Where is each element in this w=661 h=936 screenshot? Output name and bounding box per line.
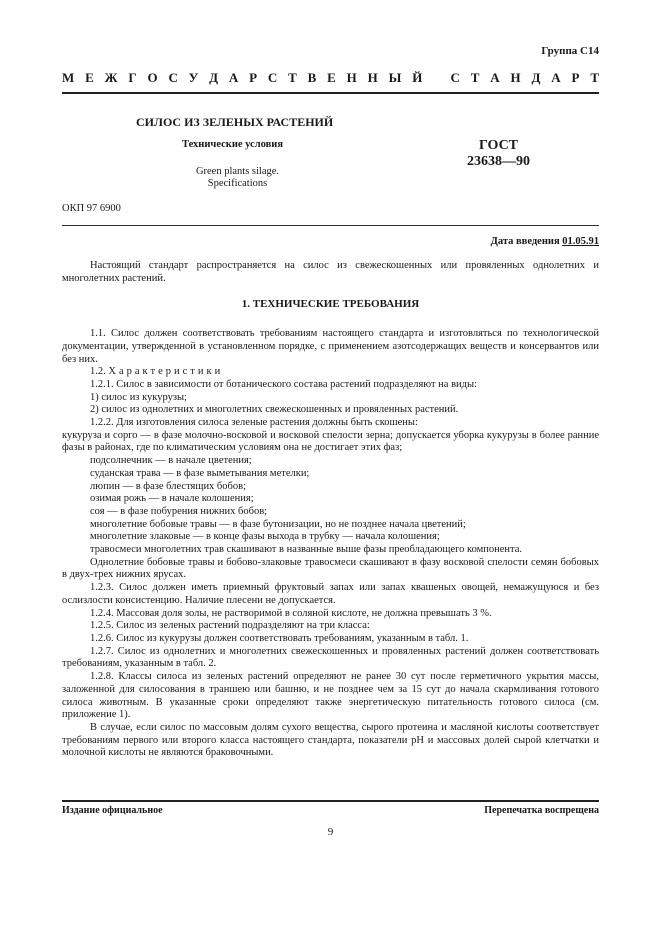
paragraph-1-2-6: 1.2.6. Силос из кукурузы должен соответствовать требованиям, указанным в табл. 1. (90, 632, 469, 644)
paragraph-1-2-7: 1.2.7. Силос из однолетних и многолетних свежескошенных и провяленных растений должен соответствовать требованиям, указанным в табл. 2. (62, 645, 599, 670)
banner-letter (433, 70, 440, 86)
footer-rule (62, 800, 599, 802)
banner-letter: Д (209, 70, 219, 85)
banner-letter: Н (346, 70, 357, 85)
reprint-prohibited-label: Перепечатка воспрещена (484, 805, 599, 816)
paragraph-1-2-4: 1.2.4. Массовая доля золы, не растворимой в соляной кислоте, не должна превышать 3 %. (90, 607, 492, 619)
banner-letter: В (307, 70, 317, 85)
banner-letter: А (228, 70, 239, 85)
banner-letter: Н (367, 70, 378, 85)
banner-letter: Е (327, 70, 336, 85)
intro-date-label: Дата введения (490, 236, 560, 247)
banner-letter: Р (571, 70, 580, 85)
banner-letter: Д (531, 70, 541, 85)
document-body (62, 260, 599, 760)
group-code: Группа С14 (541, 45, 599, 57)
official-edition-label: Издание официальное (62, 805, 163, 816)
banner-letter: Т (590, 70, 599, 85)
banner-letter: Т (288, 70, 297, 85)
english-title-line1: Green plants silage. (195, 166, 280, 177)
intro-date-rule (62, 225, 599, 226)
list-item: 1) силос из кукурузы; (90, 391, 187, 403)
gost-number: 23638—90 (467, 154, 530, 169)
section-1-heading: 1. ТЕХНИЧЕСКИЕ ТРЕБОВАНИЯ (241, 298, 420, 311)
harvest-sudan-grass: суданская трава — в фазе выметывания метелки; (90, 467, 310, 479)
banner-letter: С (168, 70, 178, 85)
intro-date-value: 01.05.91 (562, 236, 599, 247)
paragraph-1-2-1: 1.2.1. Силос в зависимости от ботанического состава растений подразделяют на виды: (90, 378, 477, 390)
interstate-standard-banner (62, 70, 599, 86)
english-title-line2: Specifications (207, 178, 268, 189)
banner-letter: Т (470, 70, 480, 85)
paragraph-class-note: В случае, если силос по массовым долям сухого вещества, сырого протеина и масляной кислоты соответствует требованиям первого или второго класса настоящего стандарта, показатели pH и массовых долей сырой клетчатки и молочной кислоты не являются браковочными. (62, 721, 599, 759)
okp-code: ОКП 97 6900 (62, 203, 121, 214)
clause-number: 1.2. (90, 366, 106, 378)
banner-letter: Й (412, 70, 423, 85)
banner-letter: С (450, 70, 460, 85)
banner-letter: М (62, 70, 75, 85)
harvest-lupin: люпин — в фазе блестящих бобов; (90, 480, 246, 492)
intro-paragraph: Настоящий стандарт распространяется на силос из свежескошенных или провяленных однолетних и многолетних растений. (62, 260, 599, 284)
paragraph-1-2-8: 1.2.8. Классы силоса из зеленых растений определяют не ранее 30 сут после герметичного укрытия массы, заложенной для силосования в траншею или башню, и не позднее чем за 15 сут до начала скармливания готового силоса животным. В указанные сроки определяют также энергетическую питательность готового силоса (см. приложение 1). (62, 671, 599, 721)
harvest-rye: озимая рожь — в начале колошения; (90, 493, 254, 505)
paragraph-1-2-2: 1.2.2. Для изготовления силоса зеленые растения должны быть скошены: (90, 417, 418, 429)
page-number: 9 (327, 826, 334, 838)
gost-designation (467, 138, 530, 170)
harvest-sunflower: подсолнечник — в начале цветения; (90, 455, 252, 467)
paragraph-1-1: 1.1. Силос должен соответствовать требованиям настоящего стандарта и изготовляться по технологической документации, утвержденной в установленном порядке, с применением азотсодержащих веществ и консервантов или без них. (62, 328, 599, 365)
banner-letter: А (551, 70, 561, 85)
banner-letter: Н (510, 70, 521, 85)
banner-letter: О (147, 70, 158, 85)
paragraph-1-2 (62, 366, 599, 379)
banner-letter: Ы (388, 70, 402, 85)
paragraph-1-2-3: 1.2.3. Силос должен иметь приемный фруктовый запах или запах квашеных овощей, немажущуюся и без ослизлости консистенцию. Наличие плесени не допускается. (62, 582, 599, 606)
banner-letter: Р (249, 70, 258, 85)
footer (62, 805, 599, 816)
list-item: 2) силос из однолетних и многолетних свежескошенных и провяленных растений. (90, 404, 459, 416)
harvest-soy: соя — в фазе побурения нижних бобов; (90, 505, 268, 517)
banner-letter: С (267, 70, 278, 85)
banner-letter: Ж (104, 70, 118, 85)
english-title (180, 166, 295, 190)
header-rule (62, 92, 599, 94)
introduction-date (491, 236, 599, 247)
clause-heading: Характеристики (108, 366, 224, 378)
banner-letter: Г (128, 70, 137, 85)
banner-letter: Е (85, 70, 94, 85)
harvest-perennial-legumes: многолетние бобовые травы — в фазе бутонизации, но не позднее начала цветений; (90, 518, 466, 530)
document-title: СИЛОС ИЗ ЗЕЛЕНЫХ РАСТЕНИЙ (136, 115, 334, 129)
harvest-grass-mixtures: травосмеси многолетних трав скашивают в названные выше фазы преобладающего компонента. (90, 544, 523, 556)
paragraph-1-2-5: 1.2.5. Силос из зеленых растений подразделяют на три класса: (90, 620, 370, 632)
banner-letter: А (490, 70, 500, 85)
harvest-annual-legumes: Однолетние бобовые травы и бобово-злаковые травосмеси скашивают в фазу восковой спелости семян бобовых в двух-трех нижних ярусах. (62, 556, 599, 581)
banner-letter: У (188, 70, 199, 85)
harvest-corn: кукуруза и сорго — в фазе молочно-восковой и восковой спелости зерна; допускается уборка кукурузы в более ранние фазы в районах, где по климатическим условиям она не достигает этих фаз; (62, 429, 599, 454)
document-subtitle: Технические условия (182, 139, 284, 150)
gost-label: ГОСТ (478, 138, 519, 153)
harvest-perennial-grasses: многолетние злаковые — в конце фазы выхода в трубку — начала колошения; (90, 531, 440, 543)
